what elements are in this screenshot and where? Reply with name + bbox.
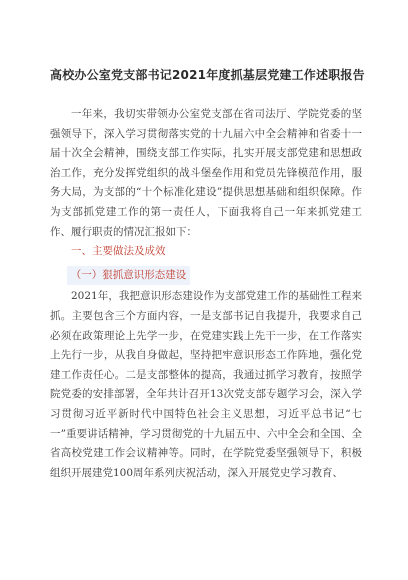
document-title: 高校办公室党支部书记2021年度抓基层党建工作述职报告	[50, 68, 365, 82]
subsection-heading-wrap	[50, 263, 362, 286]
intro-paragraph: 一年来，我切实带领办公室党支部在省司法厅、学院党委的坚强领导下，深入学习贯彻落实党的十九届六中全会精神和省委十一届十次全会精神，围绕支部工作实际，扎实开展支部党建和思想政治工作，充分发挥党组织的战斗堡垒作用和党员先锋模范作用，服务大局，为支部的“十个标准化建设”提供思想基础和组织保障。作为支部抓党建工作的第一责任人，下面我将自己一年来抓党建工作、履行职责的情况汇报如下：	[50, 108, 362, 238]
subsection-heading: （一）狠抓意识形态建设	[67, 266, 191, 286]
section-heading: 一、主要做法及成效	[71, 245, 166, 258]
body-paragraph: 2021年，我把意识形态建设作为支部党建工作的基础性工程来抓。主要包含三个方面内容，一是支部书记自我提升，我要求自己必须在政策理论上先学一步，在党建实践上先干一步，在工作落实上先行一步，从我自身做起，坚持把牢意识形态工作阵地，强化党建工作责任心。二是支部整体的提高，我通过抓学习教育，按照学院党委的安排部署，全年共计召开13次党支部专题学习会，深入学习贯彻习近平新时代中国特色社会主义思想，习近平总书记“七一”重要讲话精神，学习贯彻党的十九届五中、六中全会和全国、全省高校党建工作会议精神等。同时，在学院党委坚强领导下，积极组织开展建党100周年系列庆祝活动，深入开展党史学习教育、	[50, 290, 362, 479]
